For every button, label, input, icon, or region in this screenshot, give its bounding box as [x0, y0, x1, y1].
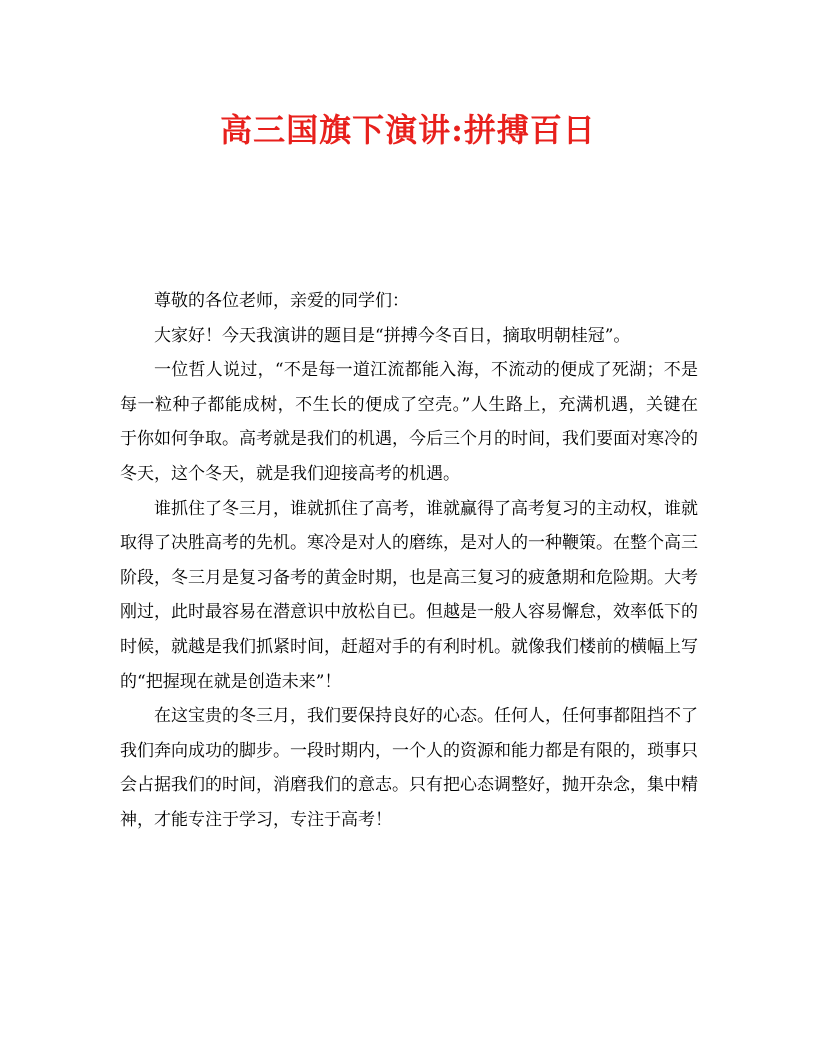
document-body [120, 284, 698, 838]
paragraph-winter-months: 谁抓住了冬三月，谁就抓住了高考，谁就赢得了高考复习的主动权，谁就取得了决胜高考的先机。寒冷是对人的磨练，是对人的一种鞭策。在整个高三阶段，冬三月是复习备考的黄金时期，也是高三复习的疲惫期和危险期。大考刚过，此时最容易在潜意识中放松自已。但越是一般人容易懈怠，效率低下的时候，就越是我们抓紧时间，赶超对手的有利时机。就像我们楼前的横幅上写的“把握现在就是创造未来”！ [120, 498, 698, 692]
document-title: 高三国旗下演讲:拼搏百日 [220, 111, 596, 149]
paragraph-greeting: 大家好！今天我演讲的题目是“拼搏今冬百日，摘取明朝桂冠”。 [154, 325, 631, 346]
paragraph-philosopher-quote: 一位哲人说过，“不是每一道江流都能入海，不流动的便成了死湖；不是每一粒种子都能成树，不生长的便成了空壳。”人生路上，充满机遇，关键在于你如何争取。高考就是我们的机遇，今后三个月的时间，我们要面对寒冷的冬天，这个冬天，就是我们迎接高考的机遇。 [120, 360, 698, 484]
paragraph-mindset: 在这宝贵的冬三月，我们要保持良好的心态。任何人，任何事都阻挡不了我们奔向成功的脚步。一段时期内，一个人的资源和能力都是有限的，琐事只会占据我们的时间，消磨我们的意志。只有把心态调整好，抛开杂念，集中精神，才能专注于学习，专注于高考！ [120, 706, 698, 830]
paragraph-salutation: 尊敬的各位老师，亲爱的同学们： [154, 291, 409, 311]
